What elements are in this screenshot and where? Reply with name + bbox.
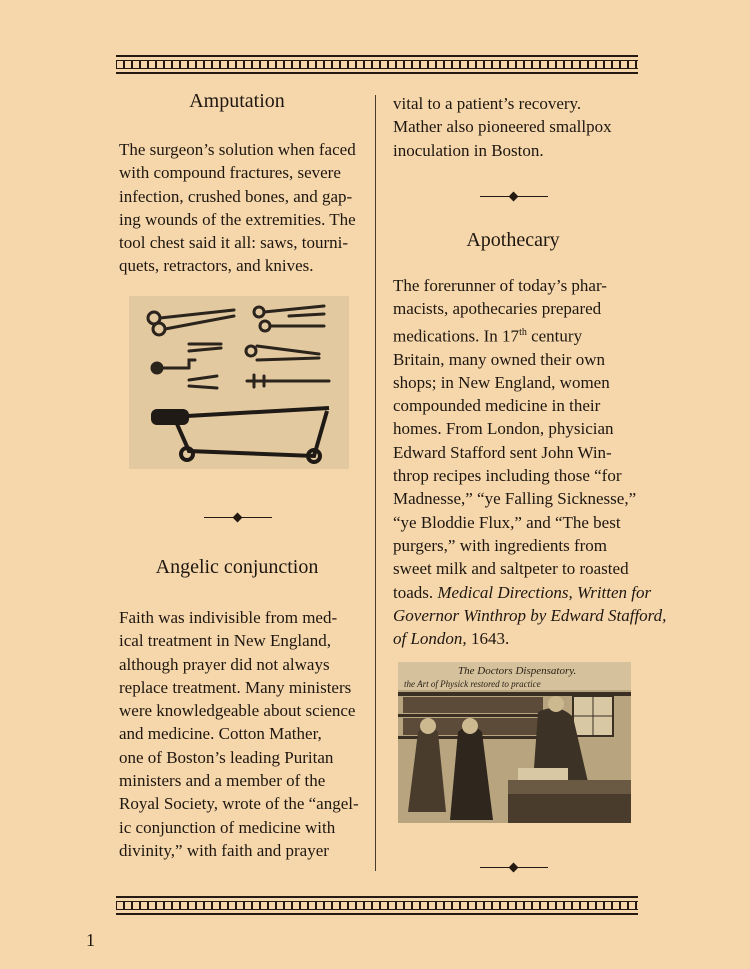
section-divider-ornament (480, 863, 548, 873)
section-divider-ornament (204, 513, 272, 523)
engraving-title: The Doctors Dispensatory. (458, 665, 577, 677)
surgical-tools-photo (129, 296, 349, 469)
top-greek-key-border (116, 55, 638, 74)
amputation-paragraph: The surgeon’s solution when faced with compound fractures, severe infection, crushed bones, and gap- ing wounds of the extremities. The tool chest said it all: saws, tourni- quets, retractors, and knives. (119, 140, 356, 276)
heading-apothecary: Apothecary (466, 229, 560, 251)
apothecary-engraving-image (398, 662, 631, 823)
engraving-subtitle: the Art of Physick restored to practice (404, 679, 541, 689)
section-divider-ornament (480, 192, 548, 202)
column-divider (375, 95, 376, 871)
apothecary-paragraph: The forerunner of today’s phar- macists, apothecaries prepared medications. In 17th century Britain, many owned their own shops; in New England, women compounded medicine in their homes. From London, physician Edward Stafford sent John Win- throp recipes including those “for Madnesse,” “ye Falling Sicknesse,” “ye Bloddie Flux,” and “The best purgers,” with ingredients from sweet milk and saltpeter to roasted toads. Medical Directions, Written for Governor Winthrop by Edward Stafford, of London, 1643. (393, 276, 667, 649)
bottom-greek-key-border (116, 896, 638, 915)
angelic-conjunction-paragraph: Faith was indivisible from med- ical treatment in New England, although prayer did not always replace treatment. Many ministers were knowledgeable about science and medicine. Cotton Mather, one of Boston’s leading Puritan ministers and a member of the Royal Society, wrote of the “angel- ic conjunction of medicine with divinity,” with faith and prayer (119, 608, 359, 860)
heading-amputation: Amputation (189, 90, 285, 112)
continued-paragraph: vital to a patient’s recovery. Mather also pioneered smallpox inoculation in Boston. (393, 94, 612, 160)
page-number: 1 (86, 930, 95, 950)
source-credit: Medical Directions, Written for (437, 582, 652, 602)
heading-angelic-conjunction: Angelic conjunction (155, 556, 319, 578)
